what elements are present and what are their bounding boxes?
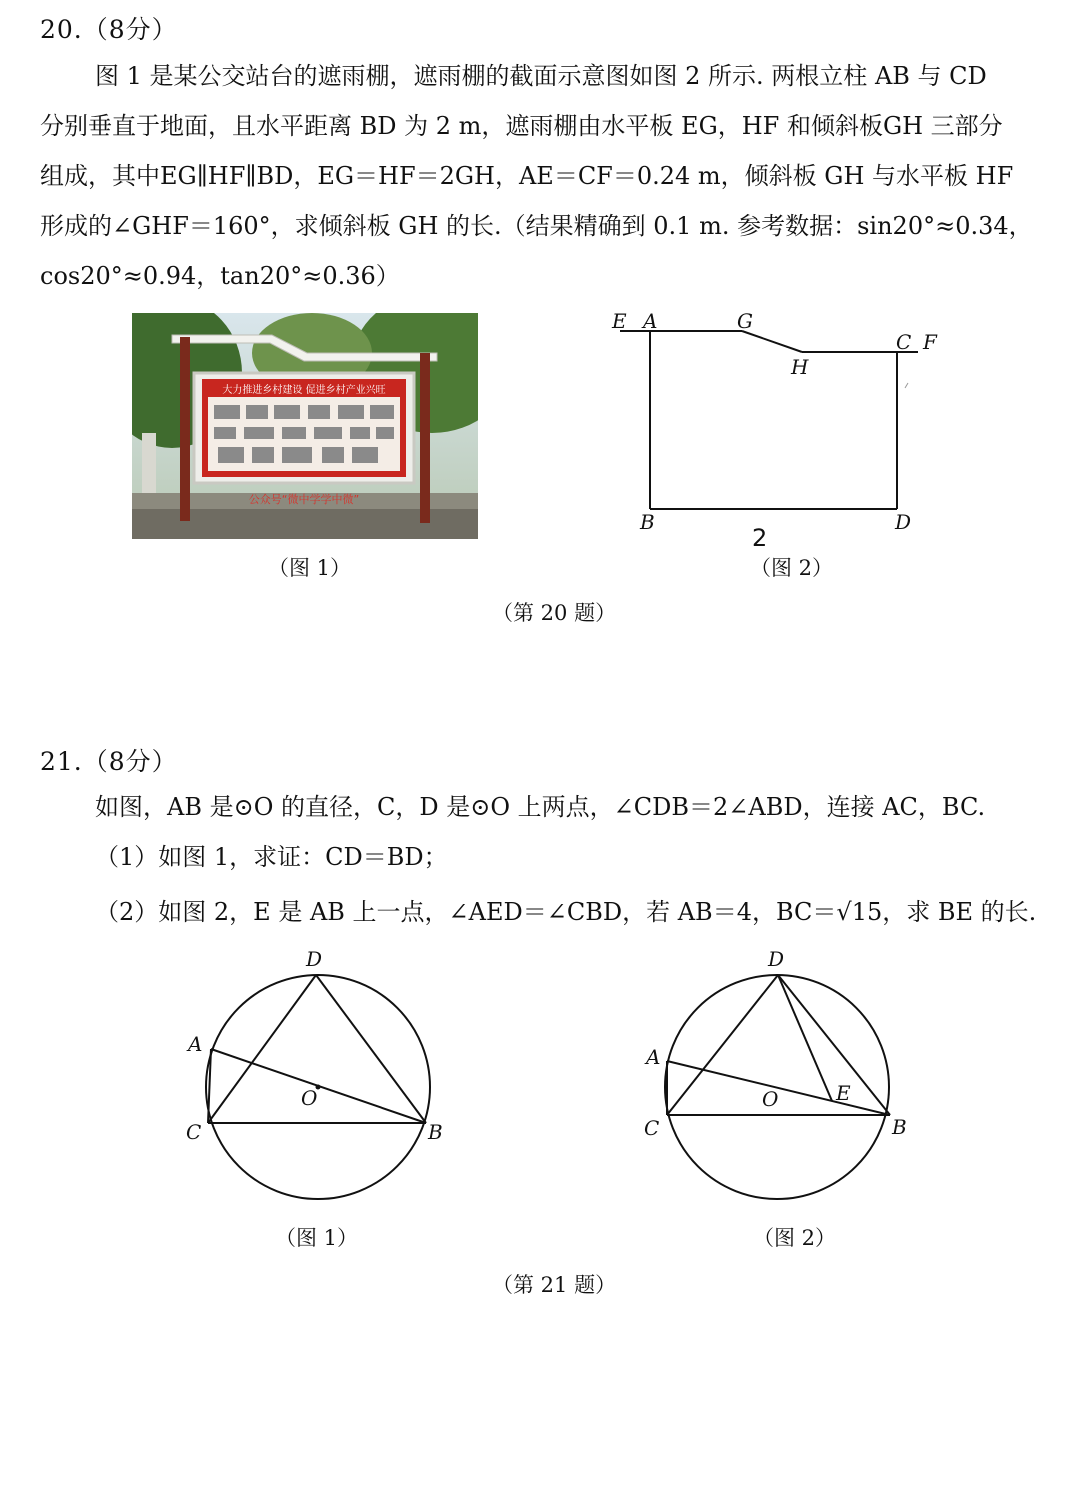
fig2-label-E: E: [836, 1081, 851, 1105]
fig1-label-O: O: [301, 1086, 318, 1110]
fig2-label-O: O: [762, 1087, 779, 1111]
circle-figure-2: [630, 940, 930, 1210]
q21-fig1-caption: （图 1）: [275, 1226, 359, 1250]
shelter-cross-section-diagram: [600, 300, 960, 550]
fig2-label-A: A: [646, 1045, 661, 1069]
q20-line-1: 图 1 是某公交站台的遮雨棚，遮雨棚的截面示意图如图 2 所示. 两根立柱 AB 与 CD: [95, 62, 987, 90]
q21-line-2: （1）如图 1，求证：CD＝BD；: [95, 843, 448, 871]
q20-line-3: 组成，其中EG∥HF∥BD，EG＝HF＝2GH，AE＝CF＝0.24 m，倾斜板 GH 与水平板 HF: [40, 162, 1014, 190]
bus-shelter-photo: [132, 313, 478, 539]
q20-fig2-caption: （图 2）: [750, 556, 834, 580]
q21-fig2-caption: （图 2）: [753, 1226, 837, 1250]
q21-line-1: 如图，AB 是⊙O 的直径，C，D 是⊙O 上两点，∠CDB＝2∠ABD，连接 AC，BC.: [95, 793, 986, 821]
fig2-label-B: B: [892, 1115, 907, 1139]
q21-line-3: （2）如图 2，E 是 AB 上一点，∠AED＝∠CBD，若 AB＝4，BC＝√15，求 BE 的长.: [95, 898, 1037, 926]
label-G: G: [737, 309, 753, 333]
fig1-label-C: C: [186, 1120, 202, 1144]
fig2-label-C: C: [644, 1116, 660, 1140]
label-F: F: [923, 330, 937, 354]
fig1-label-D: D: [306, 947, 323, 971]
q20-line-5: cos20°≈0.94，tan20°≈0.36）: [40, 262, 400, 290]
q20-section-caption: （第 20 题）: [492, 601, 617, 625]
fig2-label-D: D: [768, 947, 785, 971]
q21-section-caption: （第 21 题）: [492, 1273, 617, 1297]
label-E: E: [612, 309, 627, 333]
photo-watermark: 公众号“微中学学中微”: [248, 493, 360, 506]
q20-fig1-caption: （图 1）: [268, 556, 352, 580]
label-B: B: [640, 510, 655, 534]
q20-line-4: 形成的∠GHF＝160°，求倾斜板 GH 的长.（结果精确到 0.1 m. 参考数据：sin20°≈0.34，: [40, 212, 1033, 240]
label-C: C: [896, 330, 912, 354]
q20-line-2: 分别垂直于地面，且水平距离 BD 为 2 m，遮雨棚由水平板 EG，HF 和倾斜板GH 三部分: [40, 112, 1003, 140]
label-D: D: [895, 510, 912, 534]
label-H: H: [791, 355, 809, 379]
label-A: A: [643, 309, 658, 333]
fig1-label-B: B: [428, 1120, 443, 1144]
q21-heading: 21.（8分）: [40, 747, 178, 776]
q20-heading: 20.（8分）: [40, 15, 178, 44]
handwritten-mark: 2: [752, 524, 768, 550]
photo-banner-text: 大力推进乡村建设 促进乡村产业兴旺: [222, 385, 386, 396]
circle-figure-1: [170, 940, 470, 1210]
fig1-label-A: A: [188, 1032, 203, 1056]
